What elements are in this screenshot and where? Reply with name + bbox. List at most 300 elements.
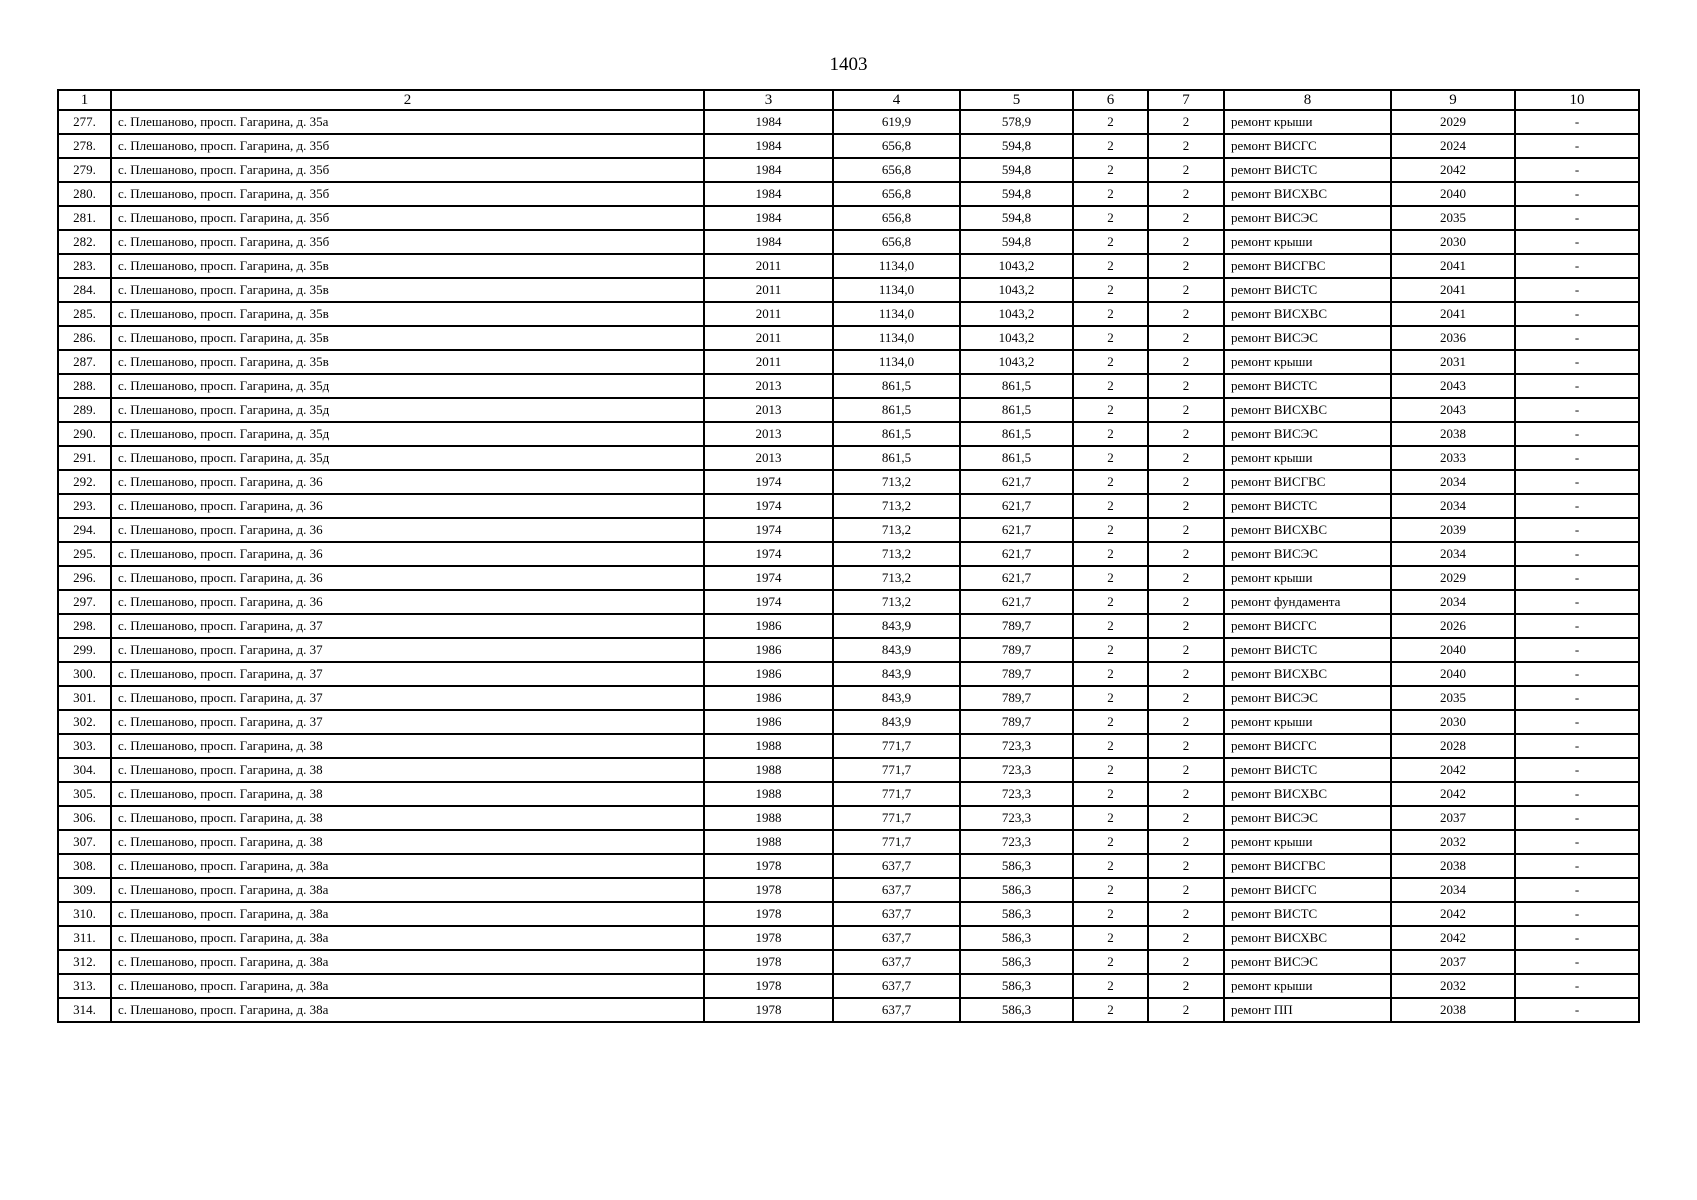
- row-number-cell: 278.: [58, 134, 111, 158]
- living-area-cell: 1043,2: [960, 302, 1073, 326]
- planned-year-cell: 2038: [1391, 854, 1515, 878]
- row-number-cell: 290.: [58, 422, 111, 446]
- total-area-cell: 861,5: [833, 374, 960, 398]
- address-cell: с. Плешаново, просп. Гагарина, д. 38а: [111, 974, 704, 998]
- work-type-cell: ремонт ВИСЭС: [1224, 206, 1391, 230]
- address-cell: с. Плешаново, просп. Гагарина, д. 37: [111, 638, 704, 662]
- col-10-cell: -: [1515, 254, 1639, 278]
- year-built-cell: 1984: [704, 110, 833, 134]
- col-6-cell: 2: [1073, 950, 1148, 974]
- total-area-cell: 861,5: [833, 398, 960, 422]
- row-number-cell: 310.: [58, 902, 111, 926]
- living-area-cell: 621,7: [960, 494, 1073, 518]
- col-10-cell: -: [1515, 134, 1639, 158]
- total-area-cell: 1134,0: [833, 350, 960, 374]
- living-area-cell: 621,7: [960, 566, 1073, 590]
- col-7-cell: 2: [1148, 494, 1224, 518]
- address-cell: с. Плешаново, просп. Гагарина, д. 38а: [111, 854, 704, 878]
- living-area-cell: 789,7: [960, 710, 1073, 734]
- col-7-cell: 2: [1148, 734, 1224, 758]
- total-area-cell: 637,7: [833, 974, 960, 998]
- col-6-cell: 2: [1073, 902, 1148, 926]
- col-7-cell: 2: [1148, 398, 1224, 422]
- address-cell: с. Плешаново, просп. Гагарина, д. 36: [111, 518, 704, 542]
- year-built-cell: 2011: [704, 254, 833, 278]
- table-row: [58, 206, 1639, 230]
- col-7-cell: 2: [1148, 926, 1224, 950]
- living-area-cell: 586,3: [960, 950, 1073, 974]
- table-row: [58, 254, 1639, 278]
- work-type-cell: ремонт крыши: [1224, 110, 1391, 134]
- col-10-cell: -: [1515, 398, 1639, 422]
- work-type-cell: ремонт ВИСТС: [1224, 902, 1391, 926]
- row-number-cell: 307.: [58, 830, 111, 854]
- total-area-cell: 637,7: [833, 998, 960, 1022]
- table-row: [58, 734, 1639, 758]
- year-built-cell: 1974: [704, 590, 833, 614]
- row-number-cell: 311.: [58, 926, 111, 950]
- col-10-cell: -: [1515, 230, 1639, 254]
- work-type-cell: ремонт ВИСГС: [1224, 614, 1391, 638]
- col-7-cell: 2: [1148, 998, 1224, 1022]
- planned-year-cell: 2024: [1391, 134, 1515, 158]
- table-row: [58, 974, 1639, 998]
- planned-year-cell: 2043: [1391, 398, 1515, 422]
- planned-year-cell: 2040: [1391, 638, 1515, 662]
- living-area-cell: 621,7: [960, 470, 1073, 494]
- col-6-cell: 2: [1073, 830, 1148, 854]
- living-area-cell: 1043,2: [960, 278, 1073, 302]
- work-type-cell: ремонт крыши: [1224, 830, 1391, 854]
- living-area-cell: 578,9: [960, 110, 1073, 134]
- col-10-cell: -: [1515, 446, 1639, 470]
- col-10-cell: -: [1515, 542, 1639, 566]
- column-header-4: 4: [833, 90, 960, 110]
- table-row: [58, 662, 1639, 686]
- col-10-cell: -: [1515, 878, 1639, 902]
- column-header-8: 8: [1224, 90, 1391, 110]
- work-type-cell: ремонт крыши: [1224, 710, 1391, 734]
- col-6-cell: 2: [1073, 350, 1148, 374]
- column-header-10: 10: [1515, 90, 1639, 110]
- table-row: [58, 710, 1639, 734]
- work-type-cell: ремонт крыши: [1224, 974, 1391, 998]
- year-built-cell: 2011: [704, 278, 833, 302]
- planned-year-cell: 2042: [1391, 926, 1515, 950]
- row-number-cell: 295.: [58, 542, 111, 566]
- col-10-cell: -: [1515, 710, 1639, 734]
- col-7-cell: 2: [1148, 374, 1224, 398]
- planned-year-cell: 2033: [1391, 446, 1515, 470]
- total-area-cell: 1134,0: [833, 326, 960, 350]
- col-7-cell: 2: [1148, 230, 1224, 254]
- planned-year-cell: 2043: [1391, 374, 1515, 398]
- col-10-cell: -: [1515, 302, 1639, 326]
- col-7-cell: 2: [1148, 974, 1224, 998]
- total-area-cell: 713,2: [833, 542, 960, 566]
- col-7-cell: 2: [1148, 326, 1224, 350]
- table-row: [58, 902, 1639, 926]
- planned-year-cell: 2035: [1391, 686, 1515, 710]
- table-row: [58, 374, 1639, 398]
- row-number-cell: 294.: [58, 518, 111, 542]
- address-cell: с. Плешаново, просп. Гагарина, д. 37: [111, 710, 704, 734]
- table-row: [58, 638, 1639, 662]
- col-6-cell: 2: [1073, 206, 1148, 230]
- table-body: [58, 110, 1639, 1022]
- living-area-cell: 861,5: [960, 374, 1073, 398]
- table-row: [58, 854, 1639, 878]
- address-cell: с. Плешаново, просп. Гагарина, д. 37: [111, 614, 704, 638]
- col-7-cell: 2: [1148, 110, 1224, 134]
- living-area-cell: 594,8: [960, 182, 1073, 206]
- year-built-cell: 1986: [704, 614, 833, 638]
- address-cell: с. Плешаново, просп. Гагарина, д. 38: [111, 806, 704, 830]
- col-7-cell: 2: [1148, 206, 1224, 230]
- col-7-cell: 2: [1148, 638, 1224, 662]
- row-number-cell: 306.: [58, 806, 111, 830]
- col-7-cell: 2: [1148, 614, 1224, 638]
- col-6-cell: 2: [1073, 710, 1148, 734]
- table-row: [58, 302, 1639, 326]
- total-area-cell: 1134,0: [833, 278, 960, 302]
- living-area-cell: 789,7: [960, 662, 1073, 686]
- col-10-cell: -: [1515, 326, 1639, 350]
- total-area-cell: 637,7: [833, 854, 960, 878]
- col-7-cell: 2: [1148, 590, 1224, 614]
- total-area-cell: 771,7: [833, 806, 960, 830]
- table-row: [58, 494, 1639, 518]
- work-type-cell: ремонт крыши: [1224, 350, 1391, 374]
- row-number-cell: 299.: [58, 638, 111, 662]
- col-7-cell: 2: [1148, 710, 1224, 734]
- planned-year-cell: 2039: [1391, 518, 1515, 542]
- column-header-3: 3: [704, 90, 833, 110]
- row-number-cell: 292.: [58, 470, 111, 494]
- col-6-cell: 2: [1073, 734, 1148, 758]
- col-10-cell: -: [1515, 782, 1639, 806]
- col-6-cell: 2: [1073, 926, 1148, 950]
- col-7-cell: 2: [1148, 854, 1224, 878]
- year-built-cell: 1986: [704, 686, 833, 710]
- data-table: [57, 89, 1640, 1023]
- row-number-cell: 286.: [58, 326, 111, 350]
- work-type-cell: ремонт ВИСХВС: [1224, 182, 1391, 206]
- row-number-cell: 283.: [58, 254, 111, 278]
- work-type-cell: ремонт ВИСХВС: [1224, 926, 1391, 950]
- living-area-cell: 586,3: [960, 878, 1073, 902]
- col-6-cell: 2: [1073, 638, 1148, 662]
- col-6-cell: 2: [1073, 662, 1148, 686]
- work-type-cell: ремонт ВИСТС: [1224, 758, 1391, 782]
- year-built-cell: 2013: [704, 422, 833, 446]
- col-10-cell: -: [1515, 350, 1639, 374]
- column-header-2: 2: [111, 90, 704, 110]
- col-10-cell: -: [1515, 902, 1639, 926]
- col-7-cell: 2: [1148, 950, 1224, 974]
- planned-year-cell: 2040: [1391, 662, 1515, 686]
- col-10-cell: -: [1515, 734, 1639, 758]
- work-type-cell: ремонт ВИСТС: [1224, 638, 1391, 662]
- planned-year-cell: 2038: [1391, 422, 1515, 446]
- table-row: [58, 182, 1639, 206]
- year-built-cell: 1984: [704, 134, 833, 158]
- planned-year-cell: 2030: [1391, 710, 1515, 734]
- address-cell: с. Плешаново, просп. Гагарина, д. 38а: [111, 878, 704, 902]
- row-number-cell: 302.: [58, 710, 111, 734]
- work-type-cell: ремонт ВИСТС: [1224, 278, 1391, 302]
- row-number-cell: 291.: [58, 446, 111, 470]
- year-built-cell: 1974: [704, 566, 833, 590]
- row-number-cell: 277.: [58, 110, 111, 134]
- row-number-cell: 301.: [58, 686, 111, 710]
- work-type-cell: ремонт ВИСГВС: [1224, 470, 1391, 494]
- col-7-cell: 2: [1148, 134, 1224, 158]
- col-10-cell: -: [1515, 662, 1639, 686]
- col-7-cell: 2: [1148, 662, 1224, 686]
- living-area-cell: 586,3: [960, 854, 1073, 878]
- planned-year-cell: 2026: [1391, 614, 1515, 638]
- col-6-cell: 2: [1073, 854, 1148, 878]
- living-area-cell: 723,3: [960, 758, 1073, 782]
- address-cell: с. Плешаново, просп. Гагарина, д. 37: [111, 686, 704, 710]
- col-10-cell: -: [1515, 110, 1639, 134]
- year-built-cell: 1988: [704, 782, 833, 806]
- col-7-cell: 2: [1148, 182, 1224, 206]
- col-7-cell: 2: [1148, 158, 1224, 182]
- column-header-7: 7: [1148, 90, 1224, 110]
- col-7-cell: 2: [1148, 758, 1224, 782]
- total-area-cell: 637,7: [833, 950, 960, 974]
- row-number-cell: 293.: [58, 494, 111, 518]
- total-area-cell: 1134,0: [833, 302, 960, 326]
- address-cell: с. Плешаново, просп. Гагарина, д. 38: [111, 830, 704, 854]
- planned-year-cell: 2031: [1391, 350, 1515, 374]
- col-6-cell: 2: [1073, 806, 1148, 830]
- col-10-cell: -: [1515, 158, 1639, 182]
- table-row: [58, 950, 1639, 974]
- col-10-cell: -: [1515, 950, 1639, 974]
- planned-year-cell: 2042: [1391, 902, 1515, 926]
- work-type-cell: ремонт ВИСГС: [1224, 878, 1391, 902]
- year-built-cell: 1988: [704, 830, 833, 854]
- total-area-cell: 843,9: [833, 710, 960, 734]
- address-cell: с. Плешаново, просп. Гагарина, д. 35б: [111, 182, 704, 206]
- col-6-cell: 2: [1073, 998, 1148, 1022]
- address-cell: с. Плешаново, просп. Гагарина, д. 38а: [111, 926, 704, 950]
- planned-year-cell: 2034: [1391, 878, 1515, 902]
- col-10-cell: -: [1515, 638, 1639, 662]
- total-area-cell: 771,7: [833, 734, 960, 758]
- col-7-cell: 2: [1148, 350, 1224, 374]
- col-10-cell: -: [1515, 518, 1639, 542]
- address-cell: с. Плешаново, просп. Гагарина, д. 36: [111, 494, 704, 518]
- planned-year-cell: 2037: [1391, 806, 1515, 830]
- planned-year-cell: 2042: [1391, 158, 1515, 182]
- planned-year-cell: 2040: [1391, 182, 1515, 206]
- total-area-cell: 656,8: [833, 134, 960, 158]
- planned-year-cell: 2032: [1391, 974, 1515, 998]
- col-10-cell: -: [1515, 758, 1639, 782]
- planned-year-cell: 2036: [1391, 326, 1515, 350]
- planned-year-cell: 2034: [1391, 470, 1515, 494]
- col-7-cell: 2: [1148, 902, 1224, 926]
- row-number-cell: 285.: [58, 302, 111, 326]
- total-area-cell: 861,5: [833, 446, 960, 470]
- year-built-cell: 1984: [704, 158, 833, 182]
- table-row: [58, 614, 1639, 638]
- row-number-cell: 279.: [58, 158, 111, 182]
- column-header-1: 1: [58, 90, 111, 110]
- row-number-cell: 305.: [58, 782, 111, 806]
- col-10-cell: -: [1515, 566, 1639, 590]
- living-area-cell: 789,7: [960, 686, 1073, 710]
- work-type-cell: ремонт ВИСЭС: [1224, 806, 1391, 830]
- table-row: [58, 542, 1639, 566]
- work-type-cell: ремонт ВИСЭС: [1224, 542, 1391, 566]
- row-number-cell: 289.: [58, 398, 111, 422]
- work-type-cell: ремонт ВИСГВС: [1224, 254, 1391, 278]
- col-10-cell: -: [1515, 614, 1639, 638]
- total-area-cell: 656,8: [833, 182, 960, 206]
- row-number-cell: 304.: [58, 758, 111, 782]
- column-header-9: 9: [1391, 90, 1515, 110]
- planned-year-cell: 2041: [1391, 278, 1515, 302]
- living-area-cell: 789,7: [960, 638, 1073, 662]
- table-row: [58, 422, 1639, 446]
- living-area-cell: 861,5: [960, 398, 1073, 422]
- work-type-cell: ремонт ВИСХВС: [1224, 662, 1391, 686]
- work-type-cell: ремонт ВИСХВС: [1224, 398, 1391, 422]
- row-number-cell: 296.: [58, 566, 111, 590]
- year-built-cell: 1978: [704, 878, 833, 902]
- living-area-cell: 723,3: [960, 830, 1073, 854]
- total-area-cell: 713,2: [833, 494, 960, 518]
- table-row: [58, 110, 1639, 134]
- total-area-cell: 843,9: [833, 614, 960, 638]
- table-row: [58, 350, 1639, 374]
- planned-year-cell: 2038: [1391, 998, 1515, 1022]
- year-built-cell: 1984: [704, 230, 833, 254]
- table-row: [58, 782, 1639, 806]
- col-10-cell: -: [1515, 998, 1639, 1022]
- year-built-cell: 1978: [704, 926, 833, 950]
- year-built-cell: 1986: [704, 662, 833, 686]
- row-number-cell: 313.: [58, 974, 111, 998]
- work-type-cell: ремонт ВИСХВС: [1224, 518, 1391, 542]
- living-area-cell: 594,8: [960, 158, 1073, 182]
- col-6-cell: 2: [1073, 278, 1148, 302]
- table-row: [58, 926, 1639, 950]
- living-area-cell: 723,3: [960, 806, 1073, 830]
- work-type-cell: ремонт ВИСЭС: [1224, 950, 1391, 974]
- work-type-cell: ремонт крыши: [1224, 566, 1391, 590]
- address-cell: с. Плешаново, просп. Гагарина, д. 35б: [111, 134, 704, 158]
- year-built-cell: 1978: [704, 902, 833, 926]
- planned-year-cell: 2041: [1391, 254, 1515, 278]
- year-built-cell: 1974: [704, 494, 833, 518]
- living-area-cell: 621,7: [960, 590, 1073, 614]
- col-10-cell: -: [1515, 206, 1639, 230]
- planned-year-cell: 2041: [1391, 302, 1515, 326]
- col-6-cell: 2: [1073, 974, 1148, 998]
- year-built-cell: 1974: [704, 470, 833, 494]
- planned-year-cell: 2034: [1391, 494, 1515, 518]
- col-7-cell: 2: [1148, 686, 1224, 710]
- year-built-cell: 1974: [704, 518, 833, 542]
- living-area-cell: 621,7: [960, 542, 1073, 566]
- table-row: [58, 230, 1639, 254]
- total-area-cell: 771,7: [833, 758, 960, 782]
- total-area-cell: 771,7: [833, 830, 960, 854]
- col-6-cell: 2: [1073, 758, 1148, 782]
- table-row: [58, 878, 1639, 902]
- col-7-cell: 2: [1148, 278, 1224, 302]
- col-7-cell: 2: [1148, 254, 1224, 278]
- planned-year-cell: 2042: [1391, 782, 1515, 806]
- col-10-cell: -: [1515, 278, 1639, 302]
- address-cell: с. Плешаново, просп. Гагарина, д. 36: [111, 566, 704, 590]
- col-6-cell: 2: [1073, 398, 1148, 422]
- address-cell: с. Плешаново, просп. Гагарина, д. 38: [111, 782, 704, 806]
- col-10-cell: -: [1515, 854, 1639, 878]
- col-7-cell: 2: [1148, 806, 1224, 830]
- planned-year-cell: 2028: [1391, 734, 1515, 758]
- col-6-cell: 2: [1073, 494, 1148, 518]
- row-number-cell: 303.: [58, 734, 111, 758]
- col-10-cell: -: [1515, 974, 1639, 998]
- col-6-cell: 2: [1073, 134, 1148, 158]
- work-type-cell: ремонт ВИСХВС: [1224, 302, 1391, 326]
- work-type-cell: ремонт ВИСЭС: [1224, 326, 1391, 350]
- col-10-cell: -: [1515, 806, 1639, 830]
- work-type-cell: ремонт ВИСГС: [1224, 734, 1391, 758]
- table-row: [58, 590, 1639, 614]
- planned-year-cell: 2035: [1391, 206, 1515, 230]
- total-area-cell: 656,8: [833, 158, 960, 182]
- work-type-cell: ремонт ВИСГС: [1224, 134, 1391, 158]
- col-7-cell: 2: [1148, 542, 1224, 566]
- year-built-cell: 1986: [704, 638, 833, 662]
- row-number-cell: 284.: [58, 278, 111, 302]
- col-10-cell: -: [1515, 686, 1639, 710]
- address-cell: с. Плешаново, просп. Гагарина, д. 38: [111, 758, 704, 782]
- year-built-cell: 2011: [704, 326, 833, 350]
- col-6-cell: 2: [1073, 446, 1148, 470]
- table-row: [58, 446, 1639, 470]
- total-area-cell: 713,2: [833, 590, 960, 614]
- planned-year-cell: 2030: [1391, 230, 1515, 254]
- living-area-cell: 1043,2: [960, 254, 1073, 278]
- living-area-cell: 586,3: [960, 974, 1073, 998]
- col-10-cell: -: [1515, 494, 1639, 518]
- col-7-cell: 2: [1148, 518, 1224, 542]
- address-cell: с. Плешаново, просп. Гагарина, д. 35б: [111, 158, 704, 182]
- year-built-cell: 1988: [704, 734, 833, 758]
- year-built-cell: 1974: [704, 542, 833, 566]
- work-type-cell: ремонт ВИСЭС: [1224, 422, 1391, 446]
- year-built-cell: 2013: [704, 446, 833, 470]
- row-number-cell: 287.: [58, 350, 111, 374]
- address-cell: с. Плешаново, просп. Гагарина, д. 35б: [111, 206, 704, 230]
- planned-year-cell: 2037: [1391, 950, 1515, 974]
- living-area-cell: 621,7: [960, 518, 1073, 542]
- total-area-cell: 637,7: [833, 926, 960, 950]
- table-row: [58, 278, 1639, 302]
- col-10-cell: -: [1515, 590, 1639, 614]
- total-area-cell: 861,5: [833, 422, 960, 446]
- planned-year-cell: 2042: [1391, 758, 1515, 782]
